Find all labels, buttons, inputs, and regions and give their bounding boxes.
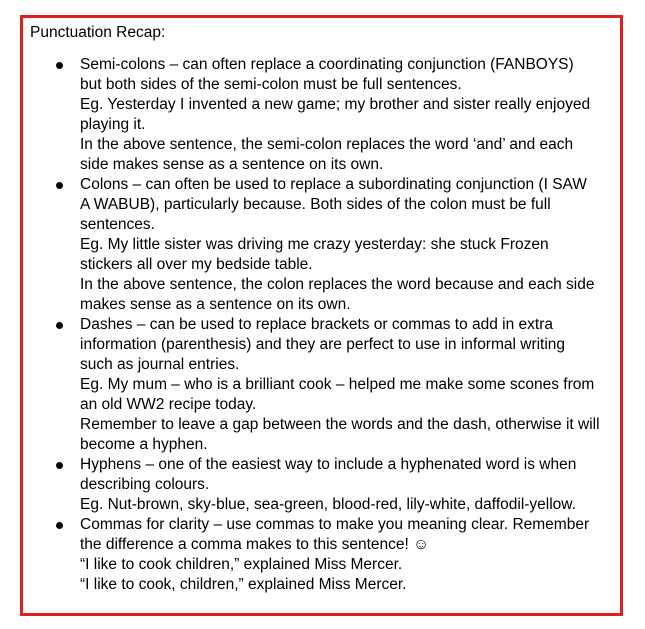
text-line: “I like to cook, children,” explained Miss Mercer. xyxy=(80,576,407,593)
bullet-dot-icon xyxy=(56,522,63,529)
text-line: such as journal entries. xyxy=(80,356,240,373)
bullet-dot-icon xyxy=(56,462,63,469)
list-item xyxy=(56,515,616,595)
text-line: Hyphens – one of the easiest way to include a hyphenated word is when xyxy=(80,456,577,473)
text-line: become a hyphen. xyxy=(80,436,208,453)
text-line: describing colours. xyxy=(80,476,210,493)
list-item xyxy=(56,315,616,455)
text-line: “I like to cook children,” explained Miss Mercer. xyxy=(80,556,403,573)
text-line: Eg. My mum – who is a brilliant cook – helped me make some scones from xyxy=(80,376,595,393)
text-line: A WABUB), particularly because. Both sides of the colon must be full xyxy=(80,196,551,213)
bullet-dot-icon xyxy=(56,322,63,329)
text-line: the difference a comma makes to this sentence! ☺ xyxy=(80,536,429,553)
text-line: makes sense as a sentence on its own. xyxy=(80,296,351,313)
text-line: playing it. xyxy=(80,116,146,133)
list-item xyxy=(56,55,616,175)
text-line: Eg. Yesterday I invented a new game; my brother and sister really enjoyed xyxy=(80,96,591,113)
text-line: an old WW2 recipe today. xyxy=(80,396,257,413)
text-line: Dashes – can be used to replace brackets or commas to add in extra xyxy=(80,316,553,333)
text-line: but both sides of the semi-colon must be full sentences. xyxy=(80,76,462,93)
list-item xyxy=(56,175,616,315)
text-line: Commas for clarity – use commas to make you meaning clear. Remember xyxy=(80,516,590,533)
punctuation-list xyxy=(56,55,616,595)
text-line: Colons – can often be used to replace a subordinating conjunction (I SAW xyxy=(80,176,587,193)
text-line: Remember to leave a gap between the words and the dash, otherwise it will xyxy=(80,416,600,433)
bullet-dot-icon xyxy=(56,182,63,189)
text-line: Eg. Nut-brown, sky-blue, sea-green, blood-red, lily-white, daffodil-yellow. xyxy=(80,496,576,513)
text-line: sentences. xyxy=(80,216,155,233)
text-line: stickers all over my bedside table. xyxy=(80,256,313,273)
text-line: side makes sense as a sentence on its own. xyxy=(80,156,384,173)
text-line: Semi-colons – can often replace a coordinating conjunction (FANBOYS) xyxy=(80,56,574,73)
text-line: In the above sentence, the semi-colon replaces the word ‘and’ and each xyxy=(80,136,574,153)
bullet-dot-icon xyxy=(56,62,63,69)
list-item xyxy=(56,455,616,515)
text-line: In the above sentence, the colon replaces the word because and each side xyxy=(80,276,595,293)
text-line: information (parenthesis) and they are perfect to use in informal writing xyxy=(80,336,566,353)
text-line: Eg. My little sister was driving me crazy yesterday: she stuck Frozen xyxy=(80,236,549,253)
page-title: Punctuation Recap: xyxy=(30,24,166,41)
